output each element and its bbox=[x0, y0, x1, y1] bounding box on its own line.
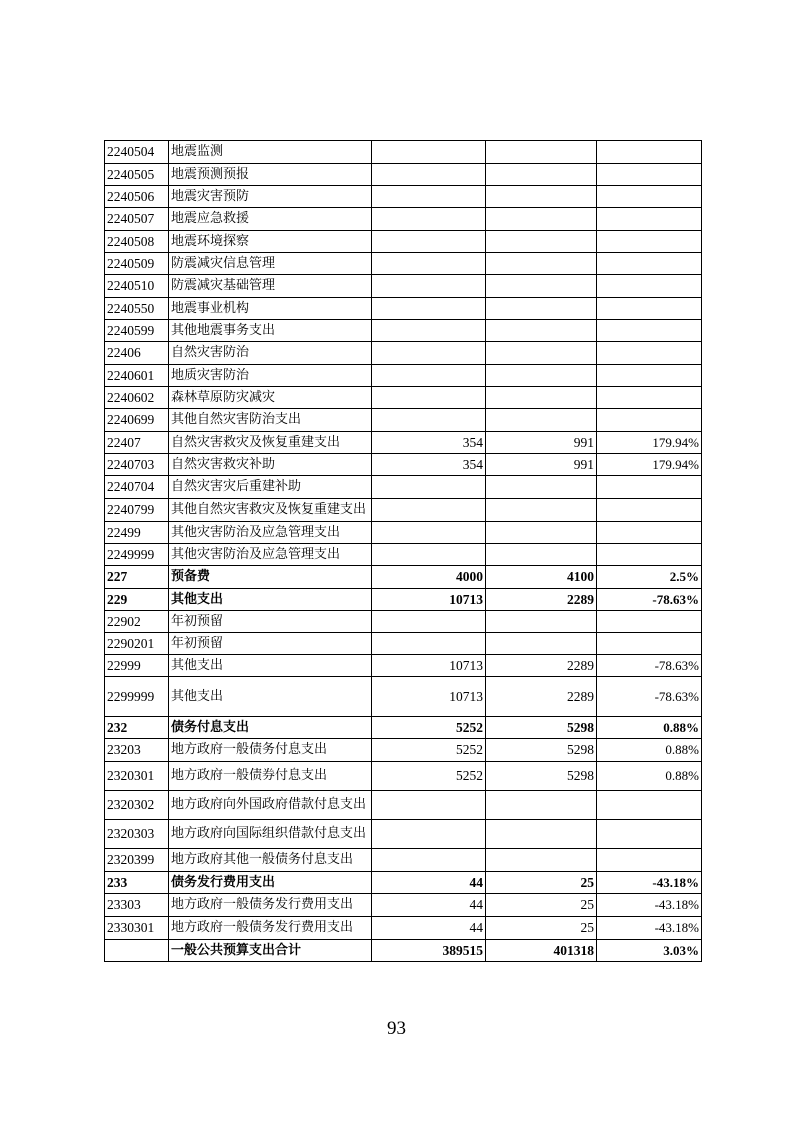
table-row bbox=[105, 611, 702, 633]
name-cell: 防震减灾信息管理 bbox=[169, 253, 372, 275]
change-percent-cell bbox=[597, 320, 702, 342]
change-percent-cell bbox=[597, 387, 702, 409]
current-year-value-cell bbox=[486, 409, 597, 432]
table-row bbox=[105, 387, 702, 409]
name-cell: 防震减灾基础管理 bbox=[169, 275, 372, 298]
prior-year-value-cell bbox=[372, 409, 486, 432]
code-cell: 2290201 bbox=[105, 633, 169, 655]
change-percent-cell: 2.5% bbox=[597, 566, 702, 589]
prior-year-value-cell: 389515 bbox=[372, 940, 486, 962]
prior-year-value-cell: 4000 bbox=[372, 566, 486, 589]
code-cell: 232 bbox=[105, 717, 169, 739]
change-percent-cell bbox=[597, 365, 702, 387]
change-percent-cell bbox=[597, 409, 702, 432]
name-cell: 自然灾害救灾及恢复重建支出 bbox=[169, 432, 372, 454]
prior-year-value-cell bbox=[372, 387, 486, 409]
current-year-value-cell bbox=[486, 633, 597, 655]
code-cell: 2240550 bbox=[105, 298, 169, 320]
change-percent-cell bbox=[597, 253, 702, 275]
name-cell: 地震事业机构 bbox=[169, 298, 372, 320]
table-row bbox=[105, 544, 702, 566]
table-row bbox=[105, 499, 702, 522]
table-row bbox=[105, 320, 702, 342]
code-cell: 2320301 bbox=[105, 762, 169, 791]
current-year-value-cell bbox=[486, 387, 597, 409]
budget-expenditure-table bbox=[104, 140, 702, 962]
change-percent-cell: 0.88% bbox=[597, 762, 702, 791]
prior-year-value-cell bbox=[372, 164, 486, 186]
prior-year-value-cell: 5252 bbox=[372, 717, 486, 739]
table-row bbox=[105, 762, 702, 791]
current-year-value-cell bbox=[486, 275, 597, 298]
code-cell: 2320302 bbox=[105, 791, 169, 820]
code-cell: 2240704 bbox=[105, 476, 169, 499]
code-cell: 2240508 bbox=[105, 231, 169, 253]
change-percent-cell: -43.18% bbox=[597, 917, 702, 940]
code-cell: 2240506 bbox=[105, 186, 169, 208]
change-percent-cell bbox=[597, 849, 702, 872]
name-cell: 其他支出 bbox=[169, 655, 372, 677]
name-cell: 自然灾害救灾补助 bbox=[169, 454, 372, 476]
table-row bbox=[105, 432, 702, 454]
change-percent-cell bbox=[597, 342, 702, 365]
prior-year-value-cell bbox=[372, 186, 486, 208]
name-cell: 地方政府一般债务发行费用支出 bbox=[169, 917, 372, 940]
prior-year-value-cell bbox=[372, 633, 486, 655]
name-cell: 债务发行费用支出 bbox=[169, 872, 372, 894]
name-cell: 自然灾害防治 bbox=[169, 342, 372, 365]
code-cell: 2240699 bbox=[105, 409, 169, 432]
name-cell: 地震预测预报 bbox=[169, 164, 372, 186]
table-row bbox=[105, 522, 702, 544]
change-percent-cell: 179.94% bbox=[597, 432, 702, 454]
table-row bbox=[105, 253, 702, 275]
prior-year-value-cell bbox=[372, 820, 486, 849]
table-row bbox=[105, 141, 702, 164]
name-cell: 地震监测 bbox=[169, 141, 372, 164]
code-cell: 2240507 bbox=[105, 208, 169, 231]
name-cell: 其他支出 bbox=[169, 589, 372, 611]
change-percent-cell: 179.94% bbox=[597, 454, 702, 476]
change-percent-cell bbox=[597, 186, 702, 208]
change-percent-cell: -43.18% bbox=[597, 872, 702, 894]
code-cell: 2299999 bbox=[105, 677, 169, 717]
name-cell: 年初预留 bbox=[169, 633, 372, 655]
current-year-value-cell: 25 bbox=[486, 917, 597, 940]
current-year-value-cell bbox=[486, 342, 597, 365]
prior-year-value-cell bbox=[372, 342, 486, 365]
table-row bbox=[105, 791, 702, 820]
prior-year-value-cell bbox=[372, 320, 486, 342]
current-year-value-cell: 2289 bbox=[486, 655, 597, 677]
change-percent-cell bbox=[597, 141, 702, 164]
table-row bbox=[105, 454, 702, 476]
name-cell: 债务付息支出 bbox=[169, 717, 372, 739]
table-row bbox=[105, 739, 702, 762]
name-cell: 地方政府一般债务付息支出 bbox=[169, 739, 372, 762]
current-year-value-cell: 5298 bbox=[486, 717, 597, 739]
code-cell: 2330301 bbox=[105, 917, 169, 940]
code-cell: 22902 bbox=[105, 611, 169, 633]
table-row bbox=[105, 872, 702, 894]
current-year-value-cell bbox=[486, 791, 597, 820]
prior-year-value-cell bbox=[372, 499, 486, 522]
change-percent-cell bbox=[597, 820, 702, 849]
table-row bbox=[105, 208, 702, 231]
table-row bbox=[105, 409, 702, 432]
name-cell: 地方政府向国际组织借款付息支出 bbox=[169, 820, 372, 849]
name-cell: 其他灾害防治及应急管理支出 bbox=[169, 522, 372, 544]
code-cell: 2320303 bbox=[105, 820, 169, 849]
prior-year-value-cell: 44 bbox=[372, 894, 486, 917]
table-row bbox=[105, 633, 702, 655]
table-row bbox=[105, 186, 702, 208]
prior-year-value-cell bbox=[372, 275, 486, 298]
table-row bbox=[105, 298, 702, 320]
page-number: 93 bbox=[387, 1018, 406, 1039]
change-percent-cell: 0.88% bbox=[597, 717, 702, 739]
prior-year-value-cell: 354 bbox=[372, 432, 486, 454]
change-percent-cell: 0.88% bbox=[597, 739, 702, 762]
prior-year-value-cell: 5252 bbox=[372, 762, 486, 791]
code-cell: 2240510 bbox=[105, 275, 169, 298]
name-cell: 地震环境探察 bbox=[169, 231, 372, 253]
current-year-value-cell bbox=[486, 522, 597, 544]
code-cell: 2240601 bbox=[105, 365, 169, 387]
current-year-value-cell bbox=[486, 849, 597, 872]
table-row bbox=[105, 589, 702, 611]
table-row bbox=[105, 940, 702, 962]
current-year-value-cell: 25 bbox=[486, 894, 597, 917]
code-cell: 2240505 bbox=[105, 164, 169, 186]
name-cell: 一般公共预算支出合计 bbox=[169, 940, 372, 962]
name-cell: 地质灾害防治 bbox=[169, 365, 372, 387]
code-cell: 2320399 bbox=[105, 849, 169, 872]
current-year-value-cell: 25 bbox=[486, 872, 597, 894]
table-row bbox=[105, 342, 702, 365]
prior-year-value-cell: 5252 bbox=[372, 739, 486, 762]
current-year-value-cell bbox=[486, 164, 597, 186]
current-year-value-cell bbox=[486, 820, 597, 849]
table-row bbox=[105, 655, 702, 677]
code-cell: 233 bbox=[105, 872, 169, 894]
name-cell: 地方政府向外国政府借款付息支出 bbox=[169, 791, 372, 820]
current-year-value-cell bbox=[486, 499, 597, 522]
table-row bbox=[105, 894, 702, 917]
change-percent-cell: 3.03% bbox=[597, 940, 702, 962]
prior-year-value-cell bbox=[372, 141, 486, 164]
current-year-value-cell bbox=[486, 231, 597, 253]
table-row bbox=[105, 677, 702, 717]
code-cell: 2240599 bbox=[105, 320, 169, 342]
code-cell: 229 bbox=[105, 589, 169, 611]
current-year-value-cell bbox=[486, 544, 597, 566]
prior-year-value-cell: 44 bbox=[372, 917, 486, 940]
code-cell: 2240799 bbox=[105, 499, 169, 522]
current-year-value-cell bbox=[486, 253, 597, 275]
prior-year-value-cell: 10713 bbox=[372, 677, 486, 717]
change-percent-cell bbox=[597, 208, 702, 231]
current-year-value-cell: 4100 bbox=[486, 566, 597, 589]
change-percent-cell bbox=[597, 476, 702, 499]
name-cell: 地方政府一般债券付息支出 bbox=[169, 762, 372, 791]
change-percent-cell bbox=[597, 231, 702, 253]
current-year-value-cell bbox=[486, 141, 597, 164]
name-cell: 地方政府其他一般债务付息支出 bbox=[169, 849, 372, 872]
table-body bbox=[105, 141, 702, 962]
table-row bbox=[105, 717, 702, 739]
prior-year-value-cell: 10713 bbox=[372, 655, 486, 677]
prior-year-value-cell bbox=[372, 231, 486, 253]
change-percent-cell bbox=[597, 544, 702, 566]
prior-year-value-cell bbox=[372, 611, 486, 633]
current-year-value-cell: 991 bbox=[486, 454, 597, 476]
current-year-value-cell: 2289 bbox=[486, 677, 597, 717]
table-row bbox=[105, 164, 702, 186]
change-percent-cell bbox=[597, 791, 702, 820]
name-cell: 其他地震事务支出 bbox=[169, 320, 372, 342]
code-cell: 22999 bbox=[105, 655, 169, 677]
table-row bbox=[105, 275, 702, 298]
name-cell: 自然灾害灾后重建补助 bbox=[169, 476, 372, 499]
change-percent-cell bbox=[597, 275, 702, 298]
current-year-value-cell bbox=[486, 186, 597, 208]
table-row bbox=[105, 566, 702, 589]
code-cell: 22407 bbox=[105, 432, 169, 454]
code-cell bbox=[105, 940, 169, 962]
name-cell: 预备费 bbox=[169, 566, 372, 589]
current-year-value-cell: 991 bbox=[486, 432, 597, 454]
change-percent-cell bbox=[597, 164, 702, 186]
code-cell: 23303 bbox=[105, 894, 169, 917]
code-cell: 227 bbox=[105, 566, 169, 589]
change-percent-cell bbox=[597, 633, 702, 655]
current-year-value-cell bbox=[486, 320, 597, 342]
current-year-value-cell bbox=[486, 298, 597, 320]
change-percent-cell: -43.18% bbox=[597, 894, 702, 917]
current-year-value-cell: 5298 bbox=[486, 739, 597, 762]
code-cell: 23203 bbox=[105, 739, 169, 762]
change-percent-cell: -78.63% bbox=[597, 655, 702, 677]
change-percent-cell: -78.63% bbox=[597, 589, 702, 611]
name-cell: 其他自然灾害防治支出 bbox=[169, 409, 372, 432]
current-year-value-cell: 5298 bbox=[486, 762, 597, 791]
table-row bbox=[105, 476, 702, 499]
prior-year-value-cell: 354 bbox=[372, 454, 486, 476]
current-year-value-cell bbox=[486, 611, 597, 633]
change-percent-cell bbox=[597, 522, 702, 544]
code-cell: 2240509 bbox=[105, 253, 169, 275]
table-row bbox=[105, 917, 702, 940]
prior-year-value-cell: 10713 bbox=[372, 589, 486, 611]
name-cell: 地震灾害预防 bbox=[169, 186, 372, 208]
code-cell: 2240504 bbox=[105, 141, 169, 164]
name-cell: 年初预留 bbox=[169, 611, 372, 633]
prior-year-value-cell: 44 bbox=[372, 872, 486, 894]
prior-year-value-cell bbox=[372, 253, 486, 275]
table-row bbox=[105, 849, 702, 872]
change-percent-cell bbox=[597, 611, 702, 633]
change-percent-cell bbox=[597, 499, 702, 522]
prior-year-value-cell bbox=[372, 476, 486, 499]
name-cell: 地震应急救援 bbox=[169, 208, 372, 231]
name-cell: 其他灾害防治及应急管理支出 bbox=[169, 544, 372, 566]
change-percent-cell: -78.63% bbox=[597, 677, 702, 717]
prior-year-value-cell bbox=[372, 522, 486, 544]
prior-year-value-cell bbox=[372, 849, 486, 872]
current-year-value-cell: 401318 bbox=[486, 940, 597, 962]
current-year-value-cell: 2289 bbox=[486, 589, 597, 611]
prior-year-value-cell bbox=[372, 791, 486, 820]
prior-year-value-cell bbox=[372, 544, 486, 566]
current-year-value-cell bbox=[486, 208, 597, 231]
code-cell: 22406 bbox=[105, 342, 169, 365]
prior-year-value-cell bbox=[372, 208, 486, 231]
name-cell: 其他支出 bbox=[169, 677, 372, 717]
table-row bbox=[105, 231, 702, 253]
name-cell: 森林草原防灾减灾 bbox=[169, 387, 372, 409]
name-cell: 其他自然灾害救灾及恢复重建支出 bbox=[169, 499, 372, 522]
code-cell: 2240602 bbox=[105, 387, 169, 409]
prior-year-value-cell bbox=[372, 298, 486, 320]
code-cell: 2240703 bbox=[105, 454, 169, 476]
current-year-value-cell bbox=[486, 476, 597, 499]
table-row bbox=[105, 820, 702, 849]
table-row bbox=[105, 365, 702, 387]
name-cell: 地方政府一般债务发行费用支出 bbox=[169, 894, 372, 917]
prior-year-value-cell bbox=[372, 365, 486, 387]
change-percent-cell bbox=[597, 298, 702, 320]
current-year-value-cell bbox=[486, 365, 597, 387]
code-cell: 2249999 bbox=[105, 544, 169, 566]
code-cell: 22499 bbox=[105, 522, 169, 544]
